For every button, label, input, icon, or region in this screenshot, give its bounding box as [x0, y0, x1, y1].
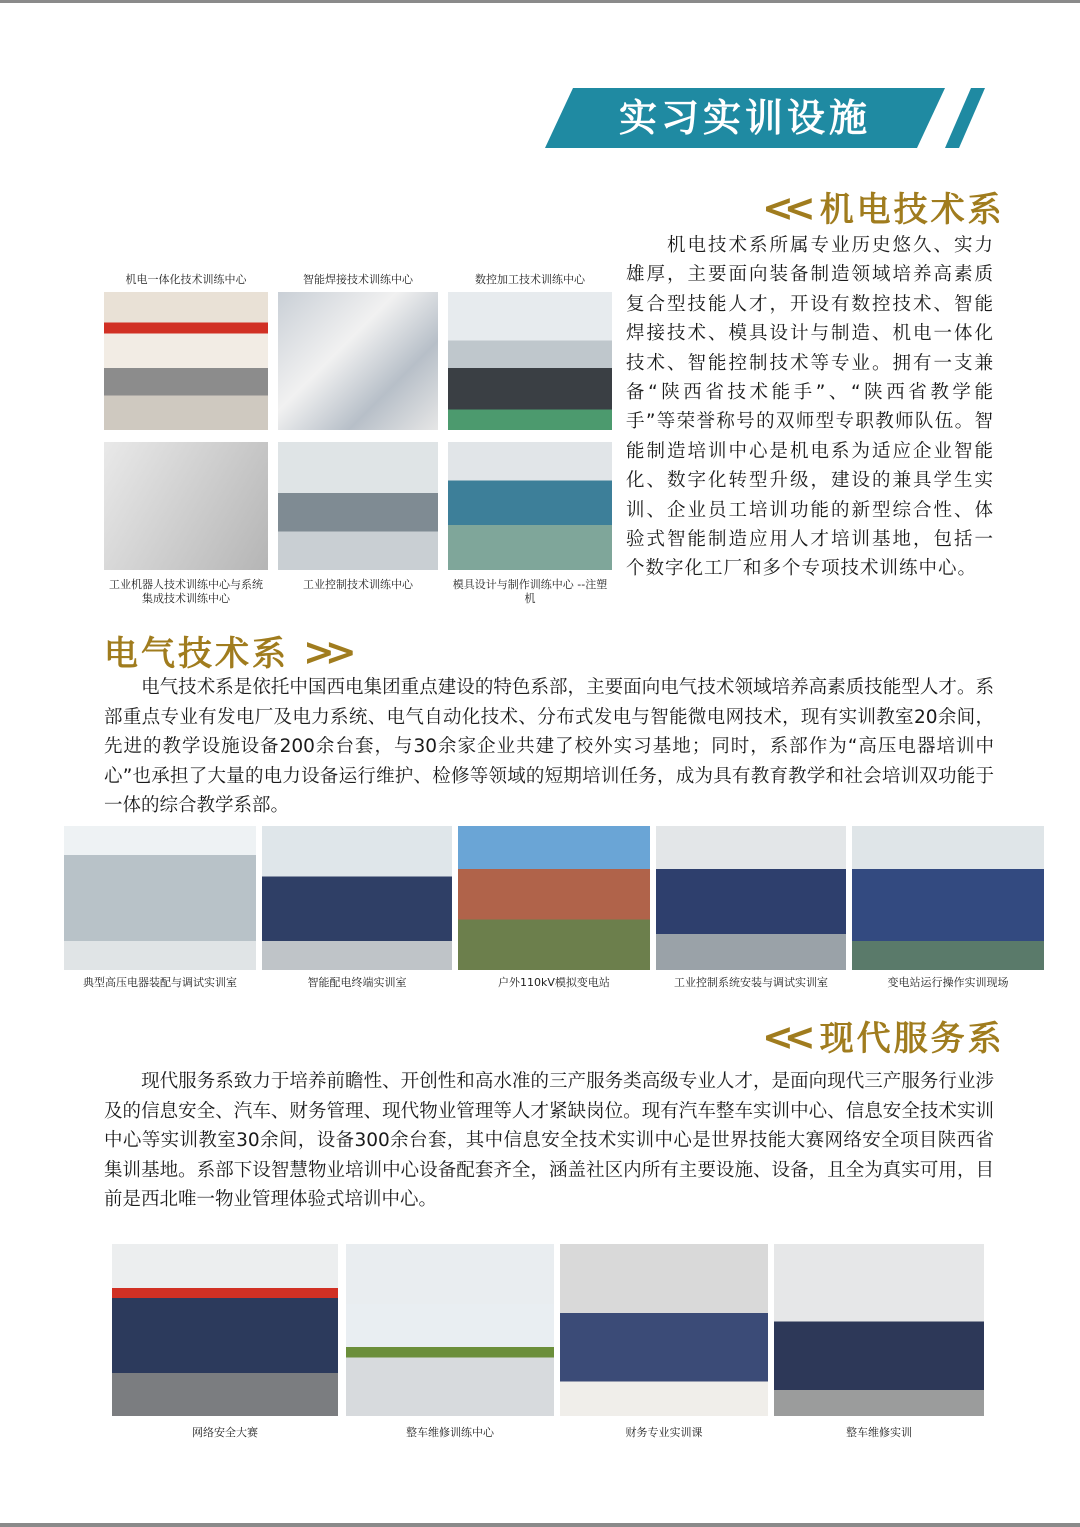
photo-caption: 工业控制系统安装与调试实训室 — [674, 976, 828, 989]
photo-caption: 模具设计与制作训练中心 --注塑机 — [452, 578, 608, 605]
double-chevron-left-icon: << — [762, 1015, 806, 1059]
photo-welding-robot — [278, 292, 438, 430]
photo-control-install-lab — [656, 826, 846, 970]
photo-hv-lab — [64, 826, 256, 970]
photo-control-center — [278, 442, 438, 570]
section-title-elec — [104, 626, 347, 675]
banner-sign — [112, 1288, 338, 1298]
section-title-text: 机电技术系 — [819, 190, 1005, 230]
header-banner — [545, 88, 965, 148]
section-title-text: 电气技术系 — [104, 634, 289, 674]
photo-caption: 工业机器人技术训练中心与系统集成技术训练中心 — [109, 578, 263, 605]
photo-caption: 工业控制技术训练中心 — [303, 578, 413, 591]
photo-network-security — [112, 1244, 338, 1416]
photo-injection-molding — [448, 442, 612, 570]
banner-stripe — [945, 88, 985, 148]
photo-mechatronics-center — [104, 292, 268, 430]
section-text-elec: 电气技术系是依托中国西电集团重点建设的特色系部，主要面向电气技术领域培养高素质技能型人才。系部重点专业有发电厂及电力系统、电气自动化技术、分布式发电与智能微电网技术，现有实训教室20余间，先进的教学设施设备200余台套，与30余家企业共建了校外实习基地；同时，系部作为“高压电器培训中心”也承担了大量的电力设备运行维护、检修等领域的短期培训任务，成为具有教育教学和社会培训双功能于一体的综合教学系部。 — [104, 677, 994, 816]
photo-vehicle-repair — [774, 1244, 984, 1416]
section-text-serv: 现代服务系致力于培养前瞻性、开创性和高水准的三产服务类高级专业人才，是面向现代三产服务行业涉及的信息安全、汽车、财务管理、现代物业管理等人才紧缺岗位。现有汽车整车实训中心、信息安全技术实训中心等实训教室30余间，设备300余台套，其中信息安全技术实训中心是世界技能大赛网络安全项目陕西省集训基地。系部下设智慧物业培训中心设备配套齐全，涵盖社区内所有主要设施、设备，且全为真实可用，目前是西北唯一物业管理体验式培训中心。 — [104, 1071, 994, 1210]
photo-caption: 智能配电终端实训室 — [307, 976, 407, 989]
section-text-mech: 机电技术系所属专业历史悠久、实力雄厚，主要面向装备制造领域培养高素质复合型技能人才，开设有数控技术、智能焊接技术、模具设计与制造、机电一体化技术、智能控制技术等专业。拥有一支兼备“陕西省技术能手”、“陕西省教学能手”等荣誉称号的双师型专职教师队伍。智能制造培训中心是机电系为适应企业智能化、数字化转型升级，建设的兼具学生实训、企业员工培训功能的新型综合性、体验式智能制造应用人才培训基地，包括一个数字化工厂和多个专项技术训练中心。 — [626, 235, 994, 580]
section-title-mech — [762, 182, 1005, 231]
page-title: 实习实训设施 — [618, 96, 871, 140]
photo-caption: 变电站运行操作实训现场 — [887, 976, 1009, 989]
photo-caption: 机电一体化技术训练中心 — [125, 273, 247, 286]
photo-vehicle-center — [346, 1244, 554, 1416]
photo-caption: 户外110kV模拟变电站 — [498, 976, 610, 989]
photo-caption: 整车维修训练中心 — [406, 1426, 494, 1439]
section-title-text: 现代服务系 — [819, 1019, 1005, 1059]
section-title-serv — [762, 1011, 1005, 1060]
photo-substation-operation — [852, 826, 1044, 970]
top-border — [0, 0, 1080, 3]
double-chevron-right-icon: >> — [303, 630, 347, 674]
photo-caption: 典型高压电器装配与调试实训室 — [83, 976, 237, 989]
double-chevron-left-icon: << — [762, 186, 806, 230]
photo-caption: 网络安全大赛 — [192, 1426, 258, 1439]
photo-caption: 数控加工技术训练中心 — [475, 273, 585, 286]
photo-caption: 智能焊接技术训练中心 — [303, 273, 413, 286]
photo-finance-class — [560, 1244, 768, 1416]
photo-caption: 整车维修实训 — [846, 1426, 912, 1439]
bottom-border — [0, 1523, 1080, 1527]
photo-distribution-lab — [262, 826, 452, 970]
photo-cnc-center — [448, 292, 612, 430]
photo-industrial-robot — [104, 442, 268, 570]
photo-caption: 财务专业实训课 — [625, 1426, 703, 1439]
photo-substation — [458, 826, 650, 970]
